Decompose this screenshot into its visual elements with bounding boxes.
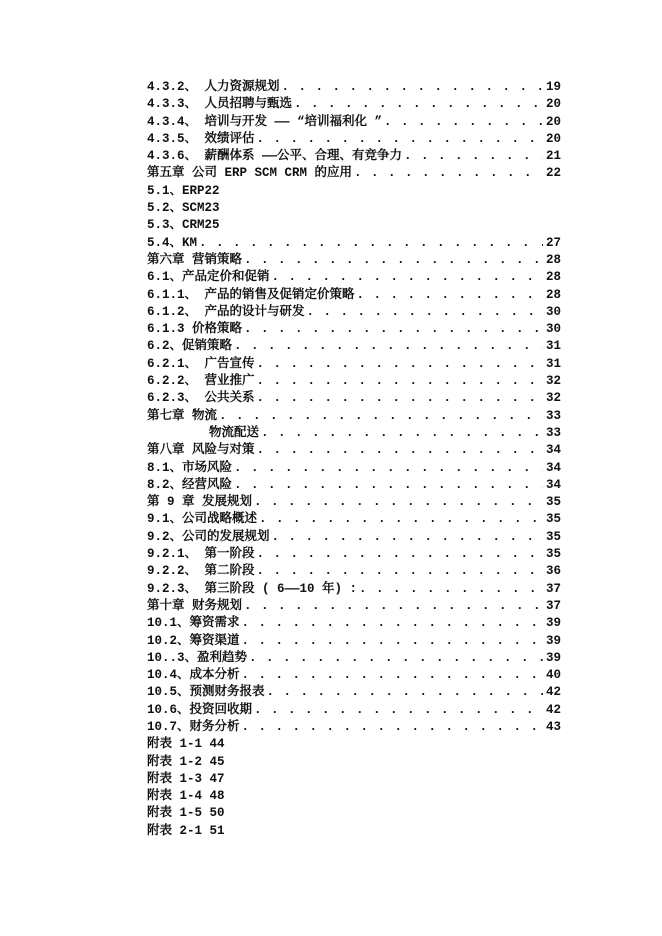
toc-entry-title: 10.7、财务分析 (147, 719, 240, 734)
toc-page-number: 28 (545, 270, 561, 285)
toc-entry[interactable] (147, 494, 561, 511)
toc-entry[interactable] (147, 96, 561, 113)
toc-entry[interactable] (147, 754, 561, 771)
toc-entry-title: 9.2.2、 第二阶段 (147, 564, 255, 579)
toc-dot-leader (357, 287, 543, 304)
toc-entry[interactable] (147, 408, 561, 425)
toc-page-number: 31 (545, 356, 561, 371)
toc-dot-leader (244, 321, 543, 338)
toc-entry-title: 5.2、SCM23 (147, 201, 220, 216)
toc-entry-title: 5.1、ERP22 (147, 183, 220, 198)
toc-entry-title: 第 9 章 发展规划 (147, 495, 253, 510)
toc-entry[interactable] (147, 114, 561, 131)
toc-dot-leader (294, 96, 543, 113)
toc-dot-leader (199, 235, 543, 252)
toc-entry[interactable] (147, 338, 561, 355)
toc-entry-title: 6.2.3、 公共关系 (147, 391, 255, 406)
toc-page-number: 20 (545, 97, 561, 112)
toc-dot-leader (282, 79, 543, 96)
toc-entry-title: 10.4、成本分析 (147, 668, 240, 683)
toc-page-number: 35 (545, 512, 561, 527)
toc-page-number: 27 (545, 235, 561, 250)
toc-page-number: 20 (545, 131, 561, 146)
toc-dot-leader (219, 408, 543, 425)
table-of-contents (147, 79, 561, 840)
toc-page-number: 32 (545, 391, 561, 406)
toc-entry-title: 8.2、经营风险 (147, 477, 233, 492)
toc-dot-leader (249, 650, 543, 667)
toc-entry[interactable] (147, 719, 561, 736)
toc-entry[interactable] (147, 390, 561, 407)
toc-entry[interactable] (147, 736, 561, 753)
toc-entry-title: 附表 2-1 51 (147, 823, 225, 838)
toc-page-number: 34 (545, 477, 561, 492)
toc-entry[interactable] (147, 529, 561, 546)
toc-dot-leader (257, 390, 543, 407)
toc-entry-title: 第五章 公司 ERP SCM CRM 的应用 (147, 166, 353, 181)
toc-entry-title: 10.1、筹资需求 (147, 616, 240, 631)
toc-dot-leader (259, 511, 543, 528)
toc-entry[interactable] (147, 217, 561, 234)
toc-entry[interactable] (147, 598, 561, 615)
toc-page-number: 37 (545, 581, 561, 596)
toc-entry-title: 5.3、CRM25 (147, 218, 220, 233)
toc-entry[interactable] (147, 477, 561, 494)
toc-dot-leader (354, 165, 543, 182)
toc-dot-leader (261, 425, 543, 442)
toc-page-number: 43 (545, 719, 561, 734)
toc-page-number: 37 (545, 598, 561, 613)
toc-entry[interactable] (147, 702, 561, 719)
toc-dot-leader (234, 460, 543, 477)
toc-entry[interactable] (147, 356, 561, 373)
toc-page-number: 33 (545, 425, 561, 440)
toc-entry-title: 附表 1-3 47 (147, 771, 225, 786)
toc-entry-title: 6.1.3 价格策略 (147, 322, 243, 337)
toc-entry-title: 物流配送 (209, 425, 260, 440)
toc-entry[interactable] (147, 148, 561, 165)
toc-page-number: 34 (545, 443, 561, 458)
toc-entry-title: 6.2.2、 营业推广 (147, 374, 255, 389)
toc-entry[interactable] (147, 442, 561, 459)
toc-dot-leader (257, 131, 543, 148)
toc-page-number: 31 (545, 339, 561, 354)
toc-dot-leader (242, 719, 543, 736)
toc-dot-leader (272, 269, 543, 286)
toc-entry-title: 附表 1-4 48 (147, 789, 225, 804)
toc-entry-title: 附表 1-1 44 (147, 737, 225, 752)
toc-entry-title: 4.3.5、 效绩评估 (147, 131, 255, 146)
toc-entry[interactable] (147, 511, 561, 528)
toc-dot-leader (242, 667, 543, 684)
toc-entry-title: 4.3.3、 人员招聘与甄选 (147, 97, 293, 112)
toc-entry-title: 4.3.2、 人力资源规划 (147, 80, 280, 94)
toc-entry-title: 9.2.3、 第三阶段 ( 6——10 年) : (147, 581, 358, 596)
toc-dot-leader (244, 598, 543, 615)
toc-entry-title: 10..3、盈利趋势 (147, 650, 248, 665)
toc-entry-title: 10.2、筹资渠道 (147, 633, 240, 648)
toc-dot-leader (257, 546, 543, 563)
toc-dot-leader (257, 563, 543, 580)
toc-page-number: 35 (545, 529, 561, 544)
toc-page-number: 35 (545, 495, 561, 510)
toc-dot-leader (267, 684, 543, 701)
toc-entry-title: 第十章 财务规划 (147, 598, 243, 613)
toc-entry[interactable] (147, 684, 561, 701)
toc-entry[interactable] (147, 79, 561, 96)
toc-entry-title: 6.1.1、 产品的销售及促销定价策略 (147, 287, 355, 302)
toc-entry-title: 9.2、公司的发展规划 (147, 529, 270, 544)
toc-dot-leader (234, 338, 543, 355)
toc-dot-leader (244, 252, 543, 269)
toc-entry[interactable] (147, 287, 561, 304)
toc-dot-leader (234, 477, 543, 494)
toc-page-number: 39 (545, 633, 561, 648)
toc-entry[interactable] (147, 788, 561, 805)
toc-page-number: 32 (545, 374, 561, 389)
toc-entry[interactable] (147, 650, 561, 667)
toc-entry-title: 5.4、KM (147, 235, 198, 250)
toc-entry-title: 9.1、公司战略概述 (147, 512, 258, 527)
toc-entry-title: 附表 1-2 45 (147, 754, 225, 769)
toc-page-number: 34 (545, 460, 561, 475)
toc-dot-leader (254, 702, 543, 719)
toc-entry[interactable] (147, 269, 561, 286)
toc-dot-leader (257, 373, 543, 390)
toc-entry[interactable] (147, 200, 561, 217)
toc-page-number: 19 (545, 80, 561, 94)
toc-entry-title: 4.3.4、 培训与开发 —— “培训福利化 ” (147, 114, 383, 129)
toc-dot-leader (307, 304, 543, 321)
toc-page-number: 35 (545, 547, 561, 562)
toc-entry[interactable] (147, 633, 561, 650)
toc-page-number: 33 (545, 408, 561, 423)
toc-page-number: 40 (545, 668, 561, 683)
toc-entry-title: 6.1.2、 产品的设计与研发 (147, 304, 305, 319)
toc-entry[interactable] (147, 823, 561, 840)
toc-entry[interactable] (147, 321, 561, 338)
toc-entry[interactable] (147, 425, 561, 442)
toc-entry[interactable] (147, 131, 561, 148)
toc-dot-leader (254, 494, 543, 511)
toc-dot-leader (242, 615, 543, 632)
toc-entry-title: 第六章 营销策略 (147, 252, 243, 267)
toc-dot-leader (272, 529, 543, 546)
toc-entry-title: 第七章 物流 (147, 408, 218, 423)
toc-dot-leader (384, 114, 543, 131)
toc-page-number: 28 (545, 287, 561, 302)
toc-page-number: 22 (545, 166, 561, 181)
toc-page-number: 42 (545, 685, 561, 700)
toc-entry-title: 10.5、预测财务报表 (147, 685, 265, 700)
toc-entry[interactable] (147, 581, 561, 598)
toc-dot-leader (242, 633, 543, 650)
toc-dot-leader (359, 581, 543, 598)
toc-entry[interactable] (147, 771, 561, 788)
toc-entry[interactable] (147, 304, 561, 321)
toc-page-number: 30 (545, 322, 561, 337)
toc-entry[interactable] (147, 563, 561, 580)
toc-entry[interactable] (147, 460, 561, 477)
toc-entry[interactable] (147, 165, 561, 182)
toc-entry-title: 附表 1-5 50 (147, 806, 225, 821)
toc-page-number: 39 (545, 650, 561, 665)
toc-page-number: 20 (545, 114, 561, 129)
toc-dot-leader (257, 356, 543, 373)
toc-dot-leader (404, 148, 543, 165)
toc-page-number: 42 (545, 702, 561, 717)
toc-dot-leader (257, 442, 543, 459)
toc-entry[interactable] (147, 235, 561, 252)
toc-entry[interactable] (147, 805, 561, 822)
toc-entry-title: 10.6、投资回收期 (147, 702, 253, 717)
toc-entry[interactable] (147, 615, 561, 632)
toc-entry[interactable] (147, 252, 561, 269)
toc-entry-title: 4.3.6、 薪酬体系 ——公平、合理、有竞争力 (147, 149, 403, 164)
toc-entry[interactable] (147, 183, 561, 200)
toc-entry[interactable] (147, 373, 561, 390)
toc-page-number: 39 (545, 616, 561, 631)
toc-entry[interactable] (147, 667, 561, 684)
toc-entry-title: 8.1、市场风险 (147, 460, 233, 475)
toc-page-number: 30 (545, 304, 561, 319)
toc-entry-title: 9.2.1、 第一阶段 (147, 547, 255, 562)
toc-page-number: 21 (545, 149, 561, 164)
toc-entry-title: 6.2.1、 广告宣传 (147, 356, 255, 371)
toc-page-number: 28 (545, 252, 561, 267)
toc-entry-title: 6.2、促销策略 (147, 339, 233, 354)
toc-entry[interactable] (147, 546, 561, 563)
toc-entry-title: 6.1、产品定价和促销 (147, 270, 270, 285)
toc-page-number: 36 (545, 564, 561, 579)
toc-entry-title: 第八章 风险与对策 (147, 443, 255, 458)
